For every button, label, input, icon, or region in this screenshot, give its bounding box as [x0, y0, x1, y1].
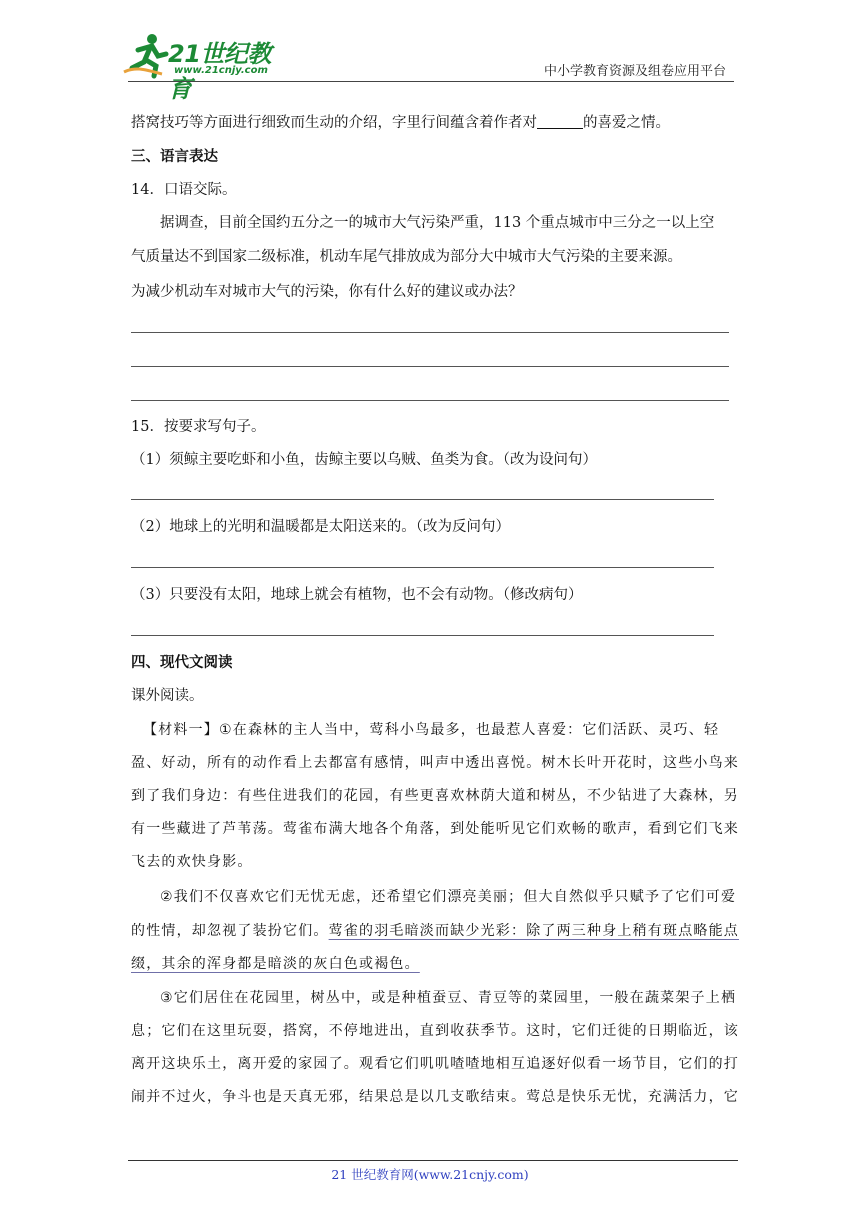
header-divider [128, 81, 734, 82]
question-14: 14．口语交际。 [131, 182, 237, 198]
underlined-sentence: 莺雀的羽毛暗淡而缺少光彩：除了两三种身上稍有斑点略能点 [328, 923, 740, 939]
underlined-sentence: 缀，其余的浑身都是暗淡的灰白色或褐色。 [131, 956, 420, 972]
text-line: 为减少机动车对城市大气的污染，你有什么好的建议或办法？ [131, 284, 523, 300]
text-line: ③它们居住在花园里，树丛中，或是种植蚕豆、青豆等的菜园里，一般在蔬菜架子上栖 [160, 990, 737, 1006]
logo-text: 21世纪教育 [168, 40, 271, 103]
page-header [0, 0, 860, 103]
section-heading-3: 三、语言表达 [131, 148, 218, 165]
runner-icon [122, 30, 172, 80]
text-line: 息；它们在这里玩耍，搭窝，不停地进出，直到收获季节。这时，它们迁徙的日期临近，该 [131, 1023, 739, 1039]
text-line: 的性情，却忽视了装扮它们。莺雀的羽毛暗淡而缺少光彩：除了两三种身上稍有斑点略能点 [131, 923, 740, 939]
text-line: 飞去的欢快身影。 [131, 854, 253, 870]
question-15: 15．按要求写句子。 [131, 419, 266, 435]
question-15-1: （1）须鲸主要吃虾和小鱼，齿鲸主要以乌贼、鱼类为食。（改为设问句） [131, 452, 597, 468]
answer-line[interactable] [131, 635, 714, 636]
section-heading-4: 四、现代文阅读 [131, 654, 233, 671]
text-line: 闹并不过火，争斗也是天真无邪，结果总是以几支歌结束。莺总是快乐无忧，充满活力，它 [131, 1089, 739, 1105]
answer-line[interactable] [131, 400, 729, 401]
text-line: 盈、好动，所有的动作看上去都富有感情，叫声中透出喜悦。树木长叶开花时，这些小鸟来 [131, 755, 739, 771]
answer-line[interactable] [131, 332, 729, 333]
footer-link[interactable]: 21 世纪教育网(www.21cnjy.com) [331, 1167, 529, 1182]
text-line: 搭窝技巧等方面进行细致而生动的介绍，字里行间蕴含着作者对 的喜爱之情。 [131, 115, 670, 131]
text-line: 离开这块乐土，离开爱的家园了。观看它们叽叽喳喳地相互追逐好似看一场节目，它们的打 [131, 1056, 739, 1072]
fill-blank[interactable] [537, 114, 583, 129]
logo-url: www.21cnjy.com [174, 65, 268, 76]
answer-line[interactable] [131, 366, 729, 367]
text-line [131, 954, 420, 974]
text-line: ②我们不仅喜欢它们无忧无虑，还希望它们漂亮美丽；但大自然似乎只赋予了它们可爱 [160, 889, 737, 905]
footer-divider [128, 1160, 738, 1161]
text-line: 据调查，目前全国约五分之一的城市大气污染严重，113 个重点城市中三分之一以上空 [160, 215, 715, 231]
reading-label: 课外阅读。 [131, 688, 204, 704]
answer-line[interactable] [131, 567, 714, 568]
text-line: 【材料一】①在森林的主人当中，莺科小鸟最多，也最惹人喜爱：它们活跃、灵巧、轻 [143, 722, 720, 738]
question-15-3: （3）只要没有太阳，地球上就会有植物，也不会有动物。（修改病句） [131, 587, 583, 603]
text-line: 气质量达不到国家二级标准，机动车尾气排放成为部分大中城市大气污染的主要来源。 [131, 249, 682, 265]
text-line: 有一些藏进了芦苇荡。莺雀布满大地各个角落，到处能听见它们欢畅的歌声，看到它们飞来 [131, 821, 739, 837]
question-15-2: （2）地球上的光明和温暖都是太阳送来的。（改为反问句） [131, 519, 510, 535]
text-line: 到了我们身边：有些住进我们的花园，有些更喜欢林荫大道和树丛，不少钻进了大森林，另 [131, 788, 739, 804]
answer-line[interactable] [131, 499, 714, 500]
platform-name: 中小学教育资源及组卷应用平台 [543, 64, 726, 79]
site-logo [122, 30, 292, 103]
